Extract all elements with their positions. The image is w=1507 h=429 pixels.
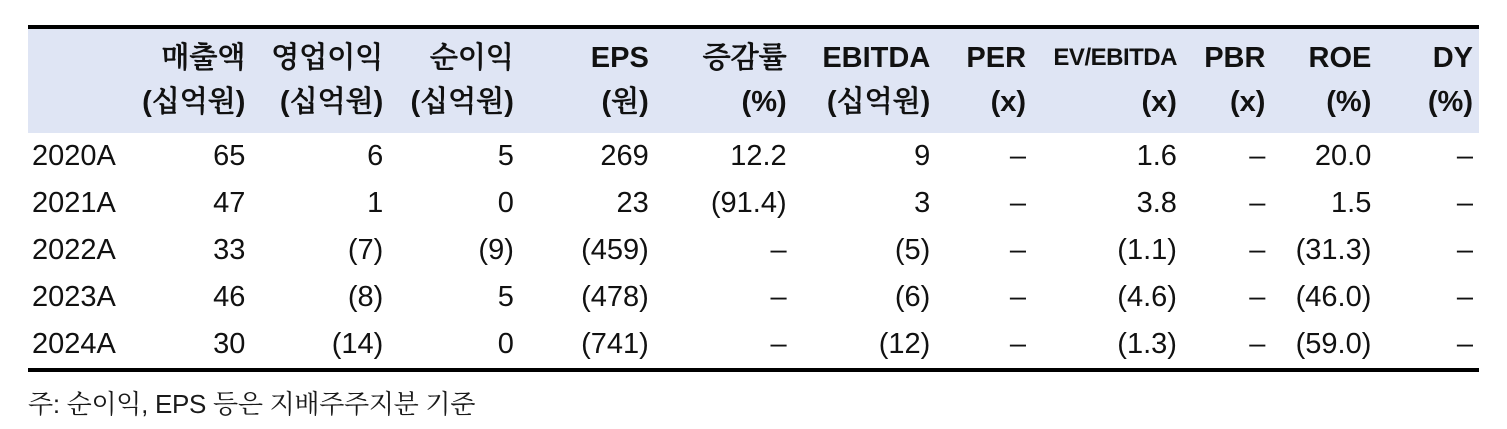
table-row — [28, 321, 1479, 370]
header-row — [28, 27, 1479, 133]
table-body — [28, 133, 1479, 370]
header-label: PER — [966, 42, 1027, 74]
cell-dy: – — [1456, 140, 1473, 172]
header-pbr — [1183, 27, 1272, 133]
cell-revenue: 47 — [213, 187, 246, 219]
cell-ebitda: (5) — [894, 234, 931, 266]
header-unit: (%) — [1326, 86, 1372, 118]
cell-per: – — [1009, 187, 1027, 219]
cell-growth: – — [770, 328, 787, 360]
cell-growth: 12.2 — [730, 140, 787, 172]
header-ev-ebitda — [1032, 27, 1183, 133]
cell-operating_profit: (14) — [331, 328, 384, 360]
table-row — [28, 274, 1479, 321]
cell-ev_ebitda: 1.6 — [1136, 140, 1177, 172]
cell-growth: (91.4) — [710, 187, 787, 219]
row-year: 2024A — [32, 328, 116, 360]
cell-ev_ebitda: (1.3) — [1117, 328, 1177, 360]
cell-ev_ebitda: 3.8 — [1136, 187, 1177, 219]
cell-pbr: – — [1249, 140, 1266, 172]
annual-financials-table — [28, 25, 1479, 372]
cell-ebitda: (12) — [878, 328, 931, 360]
header-operating-profit — [251, 27, 389, 133]
cell-roe: 1.5 — [1331, 187, 1372, 219]
cell-operating_profit: 6 — [367, 140, 384, 172]
header-unit: (십억원) — [142, 86, 246, 118]
cell-revenue: 65 — [213, 140, 246, 172]
cell-eps: 269 — [600, 140, 649, 172]
cell-per: – — [1009, 281, 1027, 313]
header-label: EBITDA — [822, 42, 931, 74]
cell-net_profit: 5 — [497, 140, 514, 172]
cell-operating_profit: 1 — [367, 187, 384, 219]
row-year: 2023A — [32, 281, 116, 313]
cell-dy: – — [1456, 234, 1473, 266]
header-unit: (x) — [990, 86, 1027, 118]
row-year: 2020A — [32, 140, 116, 172]
header-eps — [520, 27, 655, 133]
cell-per: – — [1009, 234, 1027, 266]
table-row — [28, 133, 1479, 180]
footnote: 주: 순이익, EPS 등은 지배주주지분 기준 — [28, 389, 476, 419]
header-unit: (%) — [741, 86, 787, 118]
row-year: 2022A — [32, 234, 116, 266]
row-year: 2021A — [32, 187, 116, 219]
header-ebitda — [793, 27, 937, 133]
cell-eps: (459) — [581, 234, 649, 266]
cell-roe: (46.0) — [1295, 281, 1372, 313]
cell-eps: 23 — [616, 187, 649, 219]
header-label: 증감률 — [702, 42, 787, 74]
header-dy — [1377, 27, 1479, 133]
cell-roe: (59.0) — [1295, 328, 1372, 360]
cell-growth: – — [770, 281, 787, 313]
header-revenue — [122, 27, 251, 133]
cell-revenue: 46 — [213, 281, 246, 313]
cell-ev_ebitda: (1.1) — [1117, 234, 1177, 266]
cell-net_profit: 0 — [497, 328, 514, 360]
header-unit: (%) — [1427, 86, 1473, 118]
cell-pbr: – — [1249, 187, 1266, 219]
header-label: PBR — [1204, 42, 1266, 74]
header-label: ROE — [1308, 42, 1372, 74]
header-unit: (x) — [1229, 86, 1266, 118]
header-label: 순이익 — [429, 42, 514, 74]
cell-dy: – — [1456, 187, 1473, 219]
header-unit: (십억원) — [826, 86, 931, 118]
header-net-profit — [389, 27, 520, 133]
cell-pbr: – — [1249, 234, 1266, 266]
header-label: DY — [1432, 42, 1473, 74]
header-per — [936, 27, 1032, 133]
header-label: 영업이익 — [271, 42, 384, 74]
cell-growth: – — [770, 234, 787, 266]
cell-ebitda: (6) — [894, 281, 931, 313]
cell-ebitda: 3 — [914, 187, 931, 219]
cell-net_profit: 0 — [497, 187, 514, 219]
cell-net_profit: 5 — [497, 281, 514, 313]
cell-operating_profit: (7) — [347, 234, 384, 266]
header-label: 매출액 — [161, 42, 246, 74]
header-unit: (십억원) — [279, 86, 384, 118]
cell-dy: – — [1456, 328, 1473, 360]
header-roe — [1271, 27, 1377, 133]
table-header — [28, 27, 1479, 133]
cell-eps: (741) — [581, 328, 649, 360]
cell-per: – — [1009, 140, 1027, 172]
cell-per: – — [1009, 328, 1027, 360]
table-row — [28, 227, 1479, 274]
cell-eps: (478) — [581, 281, 649, 313]
cell-operating_profit: (8) — [347, 281, 384, 313]
cell-pbr: – — [1249, 328, 1266, 360]
cell-revenue: 30 — [213, 328, 246, 360]
header-unit: (x) — [1141, 86, 1177, 118]
cell-roe: 20.0 — [1314, 140, 1372, 172]
cell-ev_ebitda: (4.6) — [1117, 281, 1177, 313]
header-unit: (십억원) — [410, 86, 514, 118]
header-label: EPS — [590, 42, 649, 74]
cell-ebitda: 9 — [914, 140, 931, 172]
cell-roe: (31.3) — [1295, 234, 1372, 266]
cell-revenue: 33 — [213, 234, 246, 266]
cell-dy: – — [1456, 281, 1473, 313]
cell-net_profit: (9) — [478, 234, 514, 266]
header-label: EV/EBITDA — [1053, 44, 1177, 71]
header-year — [28, 27, 122, 133]
cell-pbr: – — [1249, 281, 1266, 313]
header-unit: (원) — [601, 86, 649, 118]
table-row — [28, 180, 1479, 227]
header-growth — [655, 27, 793, 133]
